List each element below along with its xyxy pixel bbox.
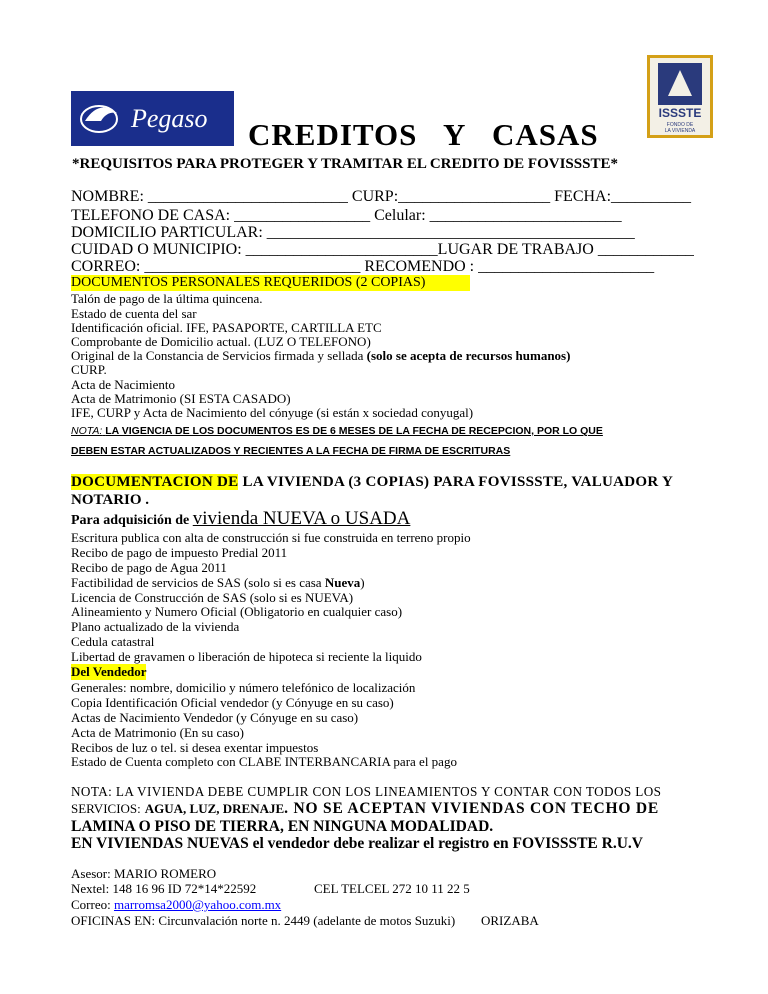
personal-item: Acta de Matrimonio (SI ESTA CASADO) [71,391,291,406]
vivienda-item: Plano actualizado de la vivienda [71,619,240,634]
adquisicion-line: Para adquisición de vivienda NUEVA o USADA [71,508,411,529]
vendedor-item: Acta de Matrimonio (En su caso) [71,725,244,740]
issste-logo [647,55,713,138]
page-title: CREDITOS Y CASAS [248,117,599,152]
servicios-bold: AGUA, LUZ, DRENAJE [144,801,285,816]
vivienda-item: Libertad de gravamen o liberación de hipoteca si reciente la liquido [71,649,422,664]
vivienda-heading-line2: NOTARIO . [71,492,150,508]
personal-item: Estado de cuenta del sar [71,306,197,321]
nota-label: NOTA: [71,425,103,437]
form-line-telefono[interactable]: TELEFONO DE CASA: _________________ Celular: ________________________ [71,207,622,224]
vivienda-item: Alineamiento y Numero Oficial (Obligatorio en cualquier caso) [71,604,403,619]
vendedor-item: Actas de Nacimiento Vendedor (y Cónyuge en su caso) [71,710,359,725]
vivienda-item: Cedula catastral [71,634,155,649]
vigencia-note-line1: NOTA: LA VIGENCIA DE LOS DOCUMENTOS ES DE 6 MESES DE LA FECHA DE RECEPCION, POR LO QUE [71,425,603,437]
final-note-line3: LAMINA O PISO DE TIERRA, EN NINGUNA MODALIDAD. [71,818,494,835]
form-line-correo[interactable]: CORREO: ___________________________ RECOMENDO : ______________________ [71,258,655,275]
vendedor-item: Estado de Cuenta completo con CLABE INTERBANCARIA para el pago [71,754,457,769]
personal-item: Identificación oficial. IFE, PASAPORTE, CARTILLA ETC [71,320,382,335]
form-line-nombre[interactable]: NOMBRE: _________________________ CURP:___________________ FECHA:__________ [71,188,692,205]
pegaso-logo [71,91,234,146]
final-note-line2: SERVICIOS: AGUA, LUZ, DRENAJE. NO SE ACEPTAN VIVIENDAS CON TECHO DE [71,800,660,817]
vivienda-item: Recibo de pago de impuesto Predial 2011 [71,545,288,560]
personal-item: Comprobante de Domicilio actual. (LUZ O TELEFONO) [71,334,371,349]
pegaso-logo-text: Pegaso [131,104,208,133]
final-note-line4: EN VIVIENDAS NUEVAS el vendedor debe realizar el registro en FOVISSSTE R.U.V [71,835,643,852]
correo-line: Correo: marromsa2000@yahoo.com.mx [71,897,282,912]
vendedor-item: Copia Identificación Oficial vendedor (y Cónyuge en su caso) [71,695,394,710]
vivienda-heading: DOCUMENTACION DE LA VIVIENDA (3 COPIAS) PARA FOVISSSTE, VALUADOR Y [71,474,674,490]
svg-text:FONDO DE: FONDO DE [666,122,694,128]
vivienda-item-factibilidad: Factibilidad de servicios de SAS (solo si es casa Nueva) [71,575,365,590]
vendedor-item: Recibos de luz o tel. si desea exentar impuestos [71,740,319,755]
ciudad: ORIZABA [481,913,539,928]
vivienda-item: Escritura publica con alta de construcción si fue construida en terreno propio [71,530,471,545]
vivienda-item: Recibo de pago de Agua 2011 [71,560,227,575]
personal-item: IFE, CURP y Acta de Nacimiento del cónyuge (si están x sociedad conyugal) [71,405,474,420]
nueva-word: Nueva [324,575,361,590]
oficinas-line: OFICINAS EN: Circunvalación norte n. 2449 (adelante de motos Suzuki) [71,913,456,928]
asesor-name: Asesor: MARIO ROMERO [71,866,217,881]
final-note-line1: NOTA: LA VIVIENDA DEBE CUMPLIR CON LOS LINEAMIENTOS Y CONTAR CON TODOS LOS [71,784,662,799]
personal-item: Acta de Nacimiento [71,377,175,392]
page-subtitle: *REQUISITOS PARA PROTEGER Y TRAMITAR EL CREDITO DE FOVISSSTE* [72,156,618,172]
vendedor-item: Generales: nombre, domicilio y número telefónico de localización [71,680,416,695]
cel-number: CEL TELCEL 272 10 11 22 5 [314,881,470,896]
personal-item: Talón de pago de la última quincena. [71,291,263,306]
personal-item: CURP. [71,362,107,377]
constancia-note: (solo se acepta de recursos humanos) [366,348,571,363]
form-line-domicilio[interactable]: DOMICILIO PARTICULAR: ______________________________________________ [71,224,635,241]
vivienda-item: Factibilidad de servicios de SAS (solo si es casa [71,575,322,590]
vendedor-heading: Del Vendedor [71,664,147,679]
vivienda-heading-highlight: DOCUMENTACION DE [71,474,239,490]
svg-text:LA VIVIENDA: LA VIVIENDA [664,128,696,134]
form-line-ciudad[interactable]: CUIDAD O MUNICIPIO: ________________________LUGAR DE TRABAJO ____________ [71,241,694,258]
vivienda-item: Licencia de Construcción de SAS (solo si es NUEVA) [71,590,354,605]
adquisicion-big: vivienda NUEVA o USADA [192,508,411,529]
personal-item-constancia [71,348,570,364]
personal-item: Original de la Constancia de Servicios firmada y sellada [71,348,364,363]
email-link[interactable]: marromsa2000@yahoo.com.mx [113,897,282,912]
nextel-number: Nextel: 148 16 96 ID 72*14*22592 [71,881,257,896]
issste-logo-text: ISSSTE [658,106,702,120]
personal-heading: DOCUMENTOS PERSONALES REQUERIDOS (2 COPIAS) [71,275,426,290]
vigencia-note-line2: DEBEN ESTAR ACTUALIZADOS Y RECIENTES A LA FECHA DE FIRMA DE ESCRITURAS [71,445,511,457]
